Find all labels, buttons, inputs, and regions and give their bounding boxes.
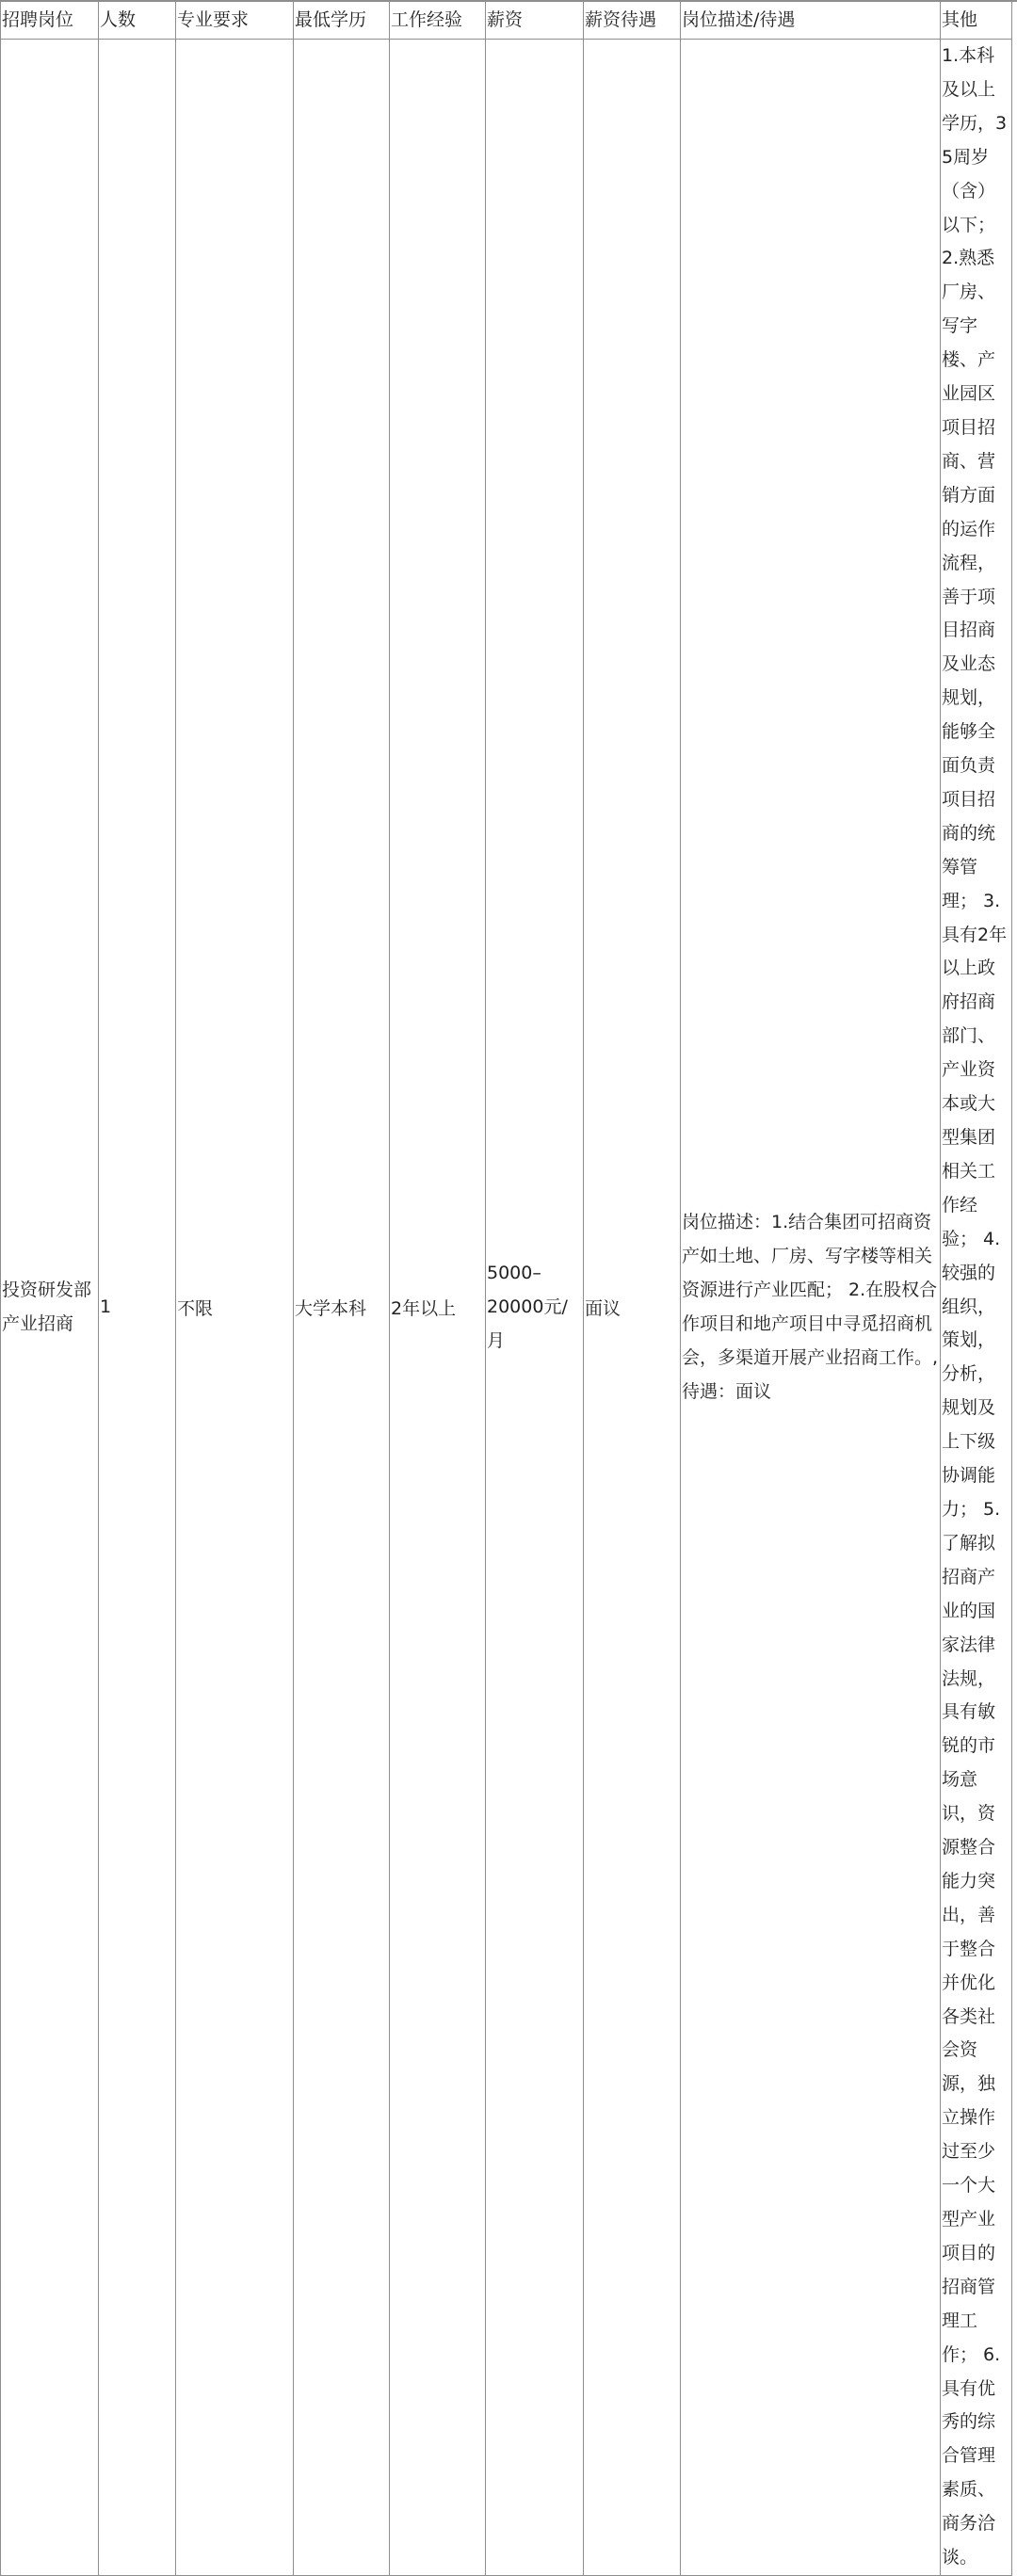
cell-salary-treatment: 面议	[584, 40, 681, 2576]
header-description: 岗位描述/待遇	[681, 1, 941, 40]
header-experience: 工作经验	[390, 1, 486, 40]
cell-experience: 2年以上	[390, 40, 486, 2576]
cell-position: 投资研发部产业招商	[1, 40, 99, 2576]
header-count: 人数	[99, 1, 176, 40]
cell-major: 不限	[176, 40, 294, 2576]
header-salary-treatment: 薪资待遇	[584, 1, 681, 40]
header-major: 专业要求	[176, 1, 294, 40]
table-row	[1, 40, 1012, 2576]
table-header-row	[1, 1, 1012, 40]
cell-salary: 5000–20000元/月	[486, 40, 584, 2576]
cell-education: 大学本科	[294, 40, 390, 2576]
cell-description: 岗位描述：1.结合集团可招商资产如土地、厂房、写字楼等相关资源进行产业匹配； 2.在股权合作项目和地产项目中寻觅招商机会，多渠道开展产业招商工作。,待遇：面议	[681, 40, 941, 2576]
cell-count: 1	[99, 40, 176, 2576]
cell-other: 1.本科及以上学历，35周岁（含）以下； 2.熟悉厂房、写字楼、产业园区项目招商、营销方面的运作流程，善于项目招商及业态规划，能够全面负责项目招商的统筹管理； 3.具有2年以上政府招商部门、产业资本或大型集团相关工作经验； 4.较强的组织，策划，分析，规划及上下级协调能力； 5.了解拟招商产业的国家法律法规，具有敏锐的市场意识，资源整合能力突出，善于整合并优化各类社会资源，独立操作过至少一个大型产业项目的招商管理工作； 6.具有优秀的综合管理素质、商务洽谈。	[941, 40, 1012, 2576]
header-position: 招聘岗位	[1, 1, 99, 40]
header-other: 其他	[941, 1, 1012, 40]
header-salary: 薪资	[486, 1, 584, 40]
header-education: 最低学历	[294, 1, 390, 40]
